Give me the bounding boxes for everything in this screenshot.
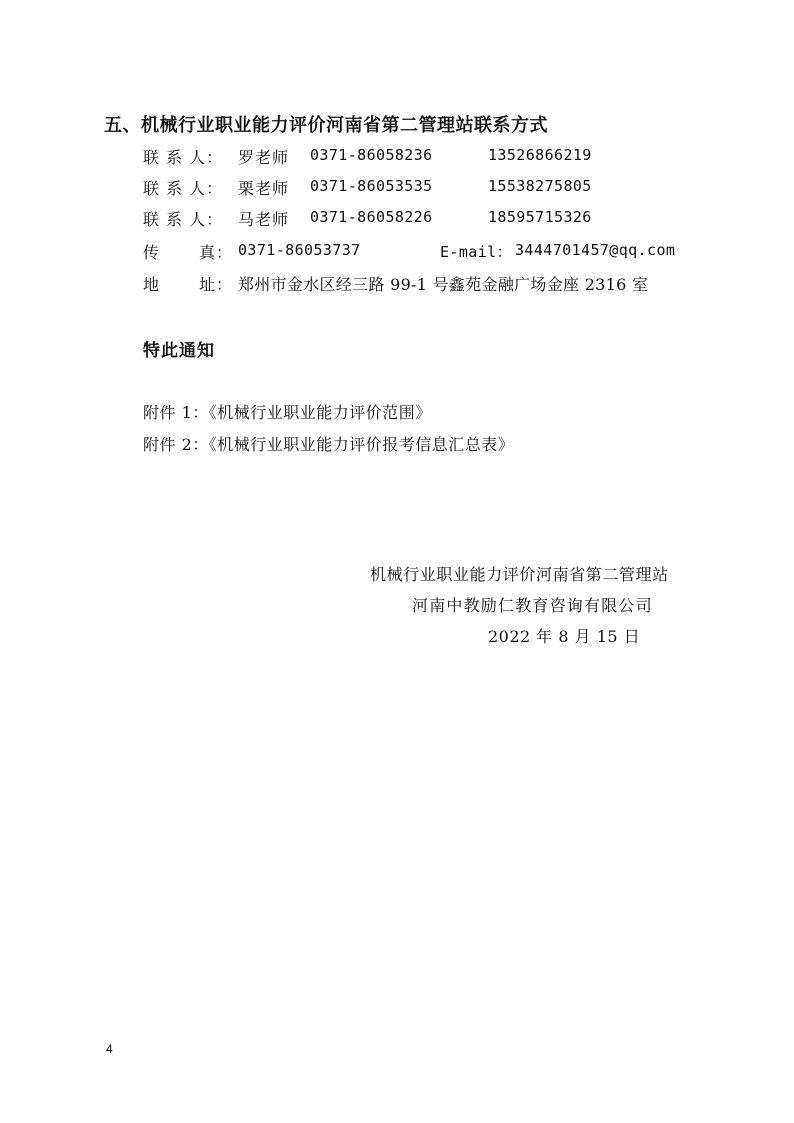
contact-mobile: 18595715326 xyxy=(488,208,592,226)
contact-label: 联 系 人： xyxy=(143,148,224,167)
signature-org-primary: 机械行业职业能力评价河南省第二管理站 xyxy=(370,565,669,584)
contact-phone: 0371-86058236 xyxy=(310,146,433,164)
signature-date: 2022 年 8 月 15 日 xyxy=(488,627,641,646)
address-label: 地 xyxy=(143,275,161,294)
attachment-item: 附件 1：《机械行业职业能力评价范围》 xyxy=(143,403,432,422)
contact-mobile: 13526866219 xyxy=(488,146,592,164)
page-number: 4 xyxy=(106,1042,113,1056)
signature-org-secondary: 河南中教励仁教育咨询有限公司 xyxy=(412,596,653,615)
contact-phone: 0371-86053535 xyxy=(310,177,433,195)
contact-phone: 0371-86058226 xyxy=(310,208,433,226)
contact-label: 联 系 人： xyxy=(143,179,224,198)
fax-label: 传 xyxy=(143,243,161,262)
contact-name: 罗老师 xyxy=(238,148,290,167)
contact-name: 马老师 xyxy=(238,210,290,229)
contact-mobile: 15538275805 xyxy=(488,177,592,195)
address-label-suffix: 址： xyxy=(199,275,234,294)
fax-label-suffix: 真： xyxy=(199,243,234,262)
email-label: E-mail： xyxy=(440,243,512,261)
contact-name: 栗老师 xyxy=(238,179,290,198)
fax-value: 0371-86053737 xyxy=(238,241,361,259)
notice-text: 特此通知 xyxy=(143,341,215,361)
section-heading: 五、机械行业职业能力评价河南省第二管理站联系方式 xyxy=(104,115,548,136)
email-value: 3444701457@qq.com xyxy=(515,241,676,259)
attachment-item: 附件 2：《机械行业职业能力评价报考信息汇总表》 xyxy=(143,435,515,454)
address-value: 郑州市金水区经三路 99-1 号鑫苑金融广场金座 2316 室 xyxy=(238,275,649,294)
contact-label: 联 系 人： xyxy=(143,210,224,229)
